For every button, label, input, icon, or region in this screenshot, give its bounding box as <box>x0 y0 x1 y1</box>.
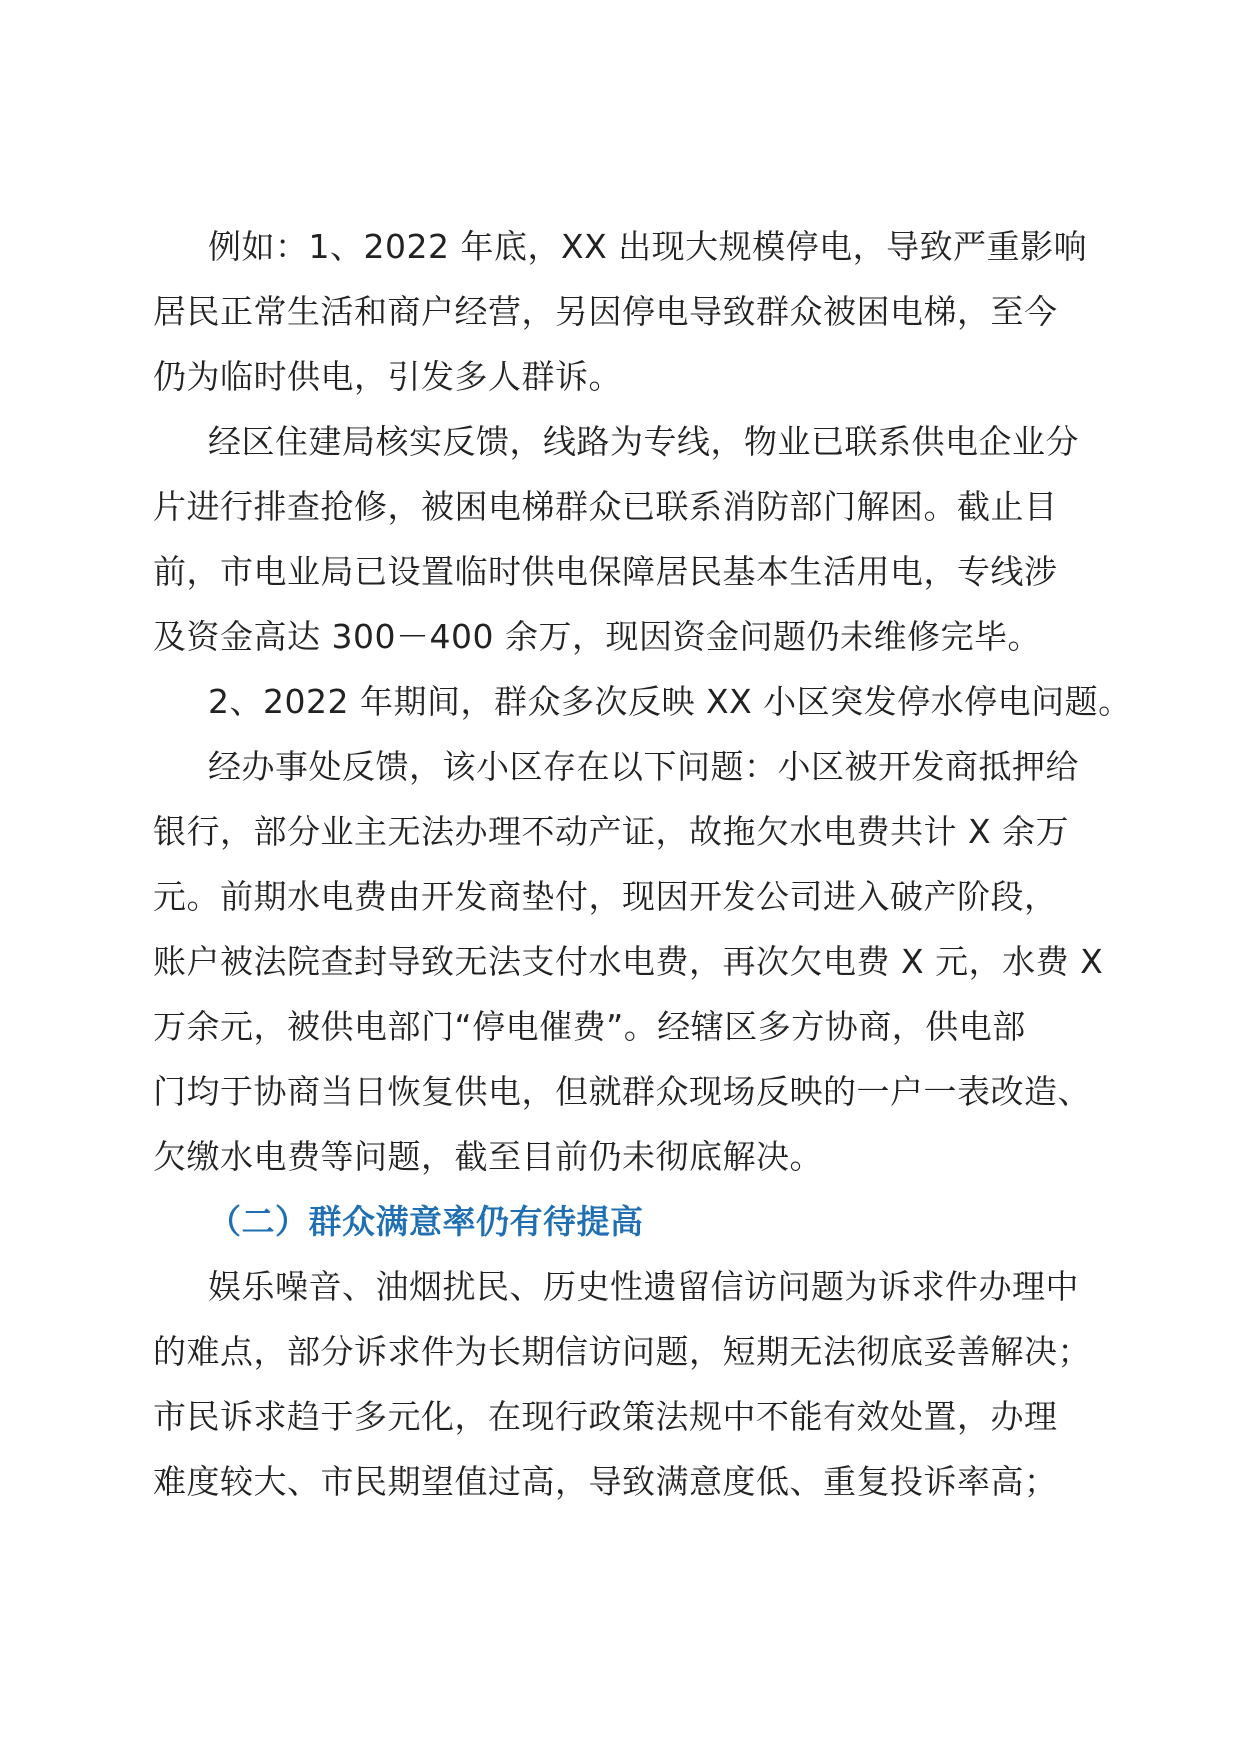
paragraph-line: 元。前期水电费由开发商垫付，现因开发公司进入破产阶段， <box>153 877 1058 916</box>
paragraph-line: 2、2022 年期间，群众多次反映 XX 小区突发停水停电问题。 <box>208 682 1132 721</box>
section-heading: （二）群众满意率仍有待提高 <box>208 1202 644 1241</box>
paragraph-line: 银行，部分业主无法办理不动产证，故拖欠水电费共计 X 余万 <box>153 812 1070 851</box>
paragraph-line: 市民诉求趋于多元化，在现行政策法规中不能有效处置，办理 <box>153 1397 1058 1436</box>
paragraph-line: 经区住建局核实反馈，线路为专线，物业已联系供电企业分 <box>208 422 1079 461</box>
paragraph-line: 前，市电业局已设置临时供电保障居民基本生活用电，专线涉 <box>153 552 1058 591</box>
paragraph-line: 经办事处反馈，该小区存在以下问题：小区被开发商抵押给 <box>208 747 1079 786</box>
paragraph-1 <box>153 214 1093 409</box>
paragraph-line: 门均于协商当日恢复供电，但就群众现场反映的一户一表改造、 <box>153 1072 1091 1111</box>
paragraph-line: 万余元，被供电部门“停电催费”。经辖区多方协商，供电部 <box>153 1007 1026 1046</box>
paragraph-line: 欠缴水电费等问题，截至目前仍未彻底解决。 <box>153 1137 823 1176</box>
paragraph-line: 例如：1、2022 年底，XX 出现大规模停电，导致严重影响 <box>208 227 1088 266</box>
paragraph-line: 居民正常生活和商户经营，另因停电导致群众被困电梯，至今 <box>153 292 1058 331</box>
paragraph-5 <box>153 1254 1093 1514</box>
paragraph-3 <box>153 669 1132 734</box>
paragraph-line: 账户被法院查封导致无法支付水电费，再次欠电费 X 元，水费 X <box>153 942 1104 981</box>
paragraph-line: 娱乐噪音、油烟扰民、历史性遗留信访问题为诉求件办理中 <box>208 1267 1079 1306</box>
paragraph-2 <box>153 409 1093 669</box>
paragraph-4 <box>153 734 1104 1189</box>
paragraph-line: 及资金高达 300－400 余万，现因资金问题仍未维修完毕。 <box>153 617 1041 656</box>
paragraph-line: 的难点，部分诉求件为长期信访问题，短期无法彻底妥善解决； <box>153 1332 1091 1371</box>
document-body <box>153 214 1132 1514</box>
paragraph-line: 难度较大、市民期望值过高，导致满意度低、重复投诉率高； <box>153 1462 1058 1501</box>
paragraph-line: 仍为临时供电，引发多人群诉。 <box>153 357 622 396</box>
paragraph-line: 片进行排查抢修，被困电梯群众已联系消防部门解困。截止目 <box>153 487 1058 526</box>
